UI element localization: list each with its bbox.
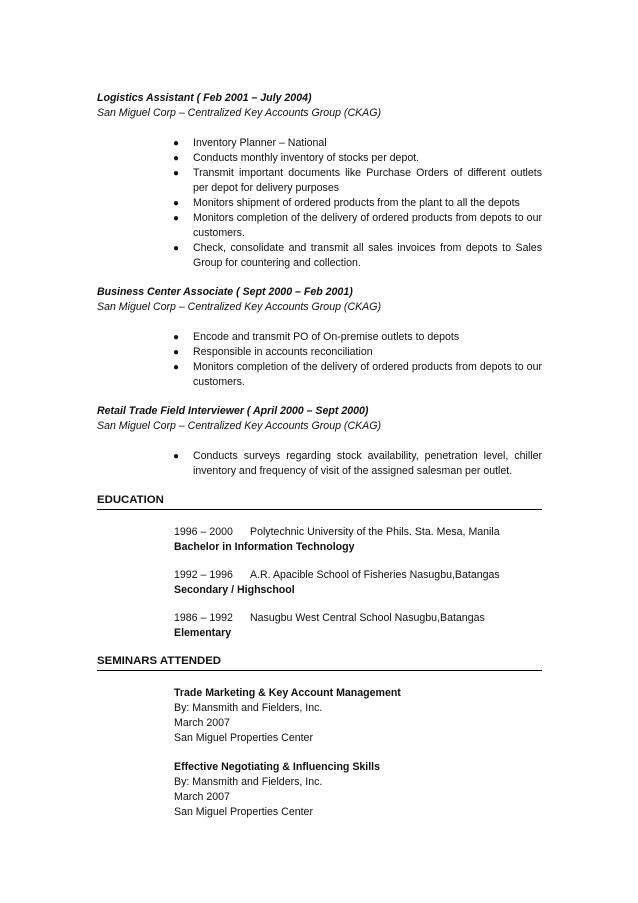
job-duties-list: [97, 136, 542, 271]
list-item: ● Transmit important documents like Purchase Orders of different outlets per depot for delivery purposes: [173, 167, 542, 194]
bullet-icon: ●: [173, 213, 180, 224]
seminar-entry: [97, 760, 542, 820]
bullet-icon: ●: [173, 153, 180, 164]
education-heading: EDUCATION: [97, 493, 542, 510]
seminars-section: [97, 654, 542, 820]
bullet-icon: ●: [173, 198, 180, 209]
list-item: ● Conducts monthly inventory of stocks per depot.: [173, 152, 420, 164]
education-degree: Bachelor in Information Technology: [174, 541, 355, 553]
bullet-icon: ●: [173, 243, 180, 254]
education-degree: Secondary / Highschool: [174, 584, 295, 596]
list-item: ● Check, consolidate and transmit all sales invoices from depots to Sales Group for countering and collection.: [173, 242, 542, 269]
bullet-icon: ●: [173, 362, 180, 373]
list-item: ● Encode and transmit PO of On-premise outlets to depots: [173, 331, 460, 343]
job-duties-list: [97, 449, 542, 479]
education-school: A.R. Apacible School of Fisheries Nasugbu,Batangas: [250, 569, 500, 581]
job-entry: [97, 91, 542, 271]
seminar-entry: [97, 686, 542, 746]
education-years: 1992 – 1996: [174, 569, 233, 581]
job-title: Retail Trade Field Interviewer ( April 2000 – Sept 2000): [97, 405, 369, 417]
education-years: 1986 – 1992: [174, 612, 233, 624]
bullet-icon: ●: [173, 347, 180, 358]
seminar-date: March 2007: [174, 791, 230, 803]
education-entry: [97, 568, 542, 598]
list-item: ● Inventory Planner – National: [173, 137, 327, 149]
bullet-icon: ●: [173, 451, 180, 462]
seminar-title: Trade Marketing & Key Account Management: [174, 687, 401, 699]
job-company: San Miguel Corp – Centralized Key Accounts Group (CKAG): [97, 420, 381, 432]
list-item: ● Responsible in accounts reconciliation: [173, 346, 373, 358]
job-company: San Miguel Corp – Centralized Key Accounts Group (CKAG): [97, 107, 381, 119]
job-entry: [97, 285, 542, 390]
education-entry: [97, 611, 542, 641]
seminar-organizer: By: Mansmith and Fielders, Inc.: [174, 776, 323, 788]
job-duties-list: [97, 330, 542, 390]
job-title: Business Center Associate ( Sept 2000 – Feb 2001): [97, 286, 353, 298]
job-company: San Miguel Corp – Centralized Key Accounts Group (CKAG): [97, 301, 381, 313]
seminars-heading: SEMINARS ATTENDED: [97, 654, 542, 671]
education-school: Polytechnic University of the Phils. Sta. Mesa, Manila: [250, 526, 500, 538]
seminar-title: Effective Negotiating & Influencing Skills: [174, 761, 381, 773]
seminar-venue: San Miguel Properties Center: [174, 806, 313, 818]
seminar-venue: San Miguel Properties Center: [174, 732, 313, 744]
education-years: 1996 – 2000: [174, 526, 233, 538]
list-item: ● Monitors completion of the delivery of ordered products from depots to our customers.: [173, 212, 542, 239]
education-degree: Elementary: [174, 627, 232, 639]
list-item: ● Monitors shipment of ordered products from the plant to all the depots: [173, 197, 520, 209]
education-entry: [97, 525, 542, 555]
education-section: [97, 493, 542, 641]
list-item: ● Conducts surveys regarding stock availability, penetration level, chiller inventory and frequency of visit of the assigned salesman per outlet.: [173, 450, 542, 477]
education-school: Nasugbu West Central School Nasugbu,Batangas: [250, 612, 485, 624]
resume-page: [97, 91, 542, 834]
job-entry: [97, 404, 542, 479]
bullet-icon: ●: [173, 332, 180, 343]
bullet-icon: ●: [173, 168, 180, 179]
list-item: ● Monitors completion of the delivery of ordered products from depots to our customers.: [173, 361, 542, 388]
seminar-organizer: By: Mansmith and Fielders, Inc.: [174, 702, 323, 714]
bullet-icon: ●: [173, 138, 180, 149]
job-title: Logistics Assistant ( Feb 2001 – July 2004): [97, 92, 312, 104]
seminar-date: March 2007: [174, 717, 230, 729]
